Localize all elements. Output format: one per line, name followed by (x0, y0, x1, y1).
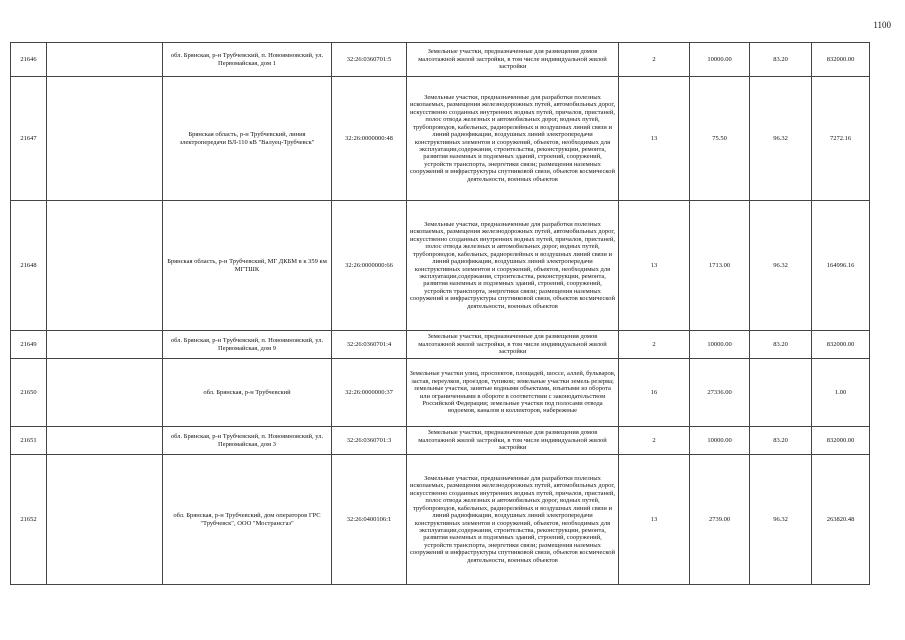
row-code: 16 (619, 359, 690, 427)
row-value: 263820.48 (812, 455, 870, 585)
table-row (11, 455, 870, 585)
row-id: 21647 (11, 77, 47, 201)
row-cadastral: 32:26:0360701:5 (332, 43, 407, 77)
row-address: обл. Брянская, р-н Трубчевский, п. Новоямновский, ул. Первомайская, дом 9 (163, 331, 332, 359)
row-description: Земельные участки, предназначенные для разработки полезных ископаемых, размещения железнодорожных путей, автомобильных дорог, искусственно созданных внутренних водных путей, причалов, пристаней, полос отвода железных и автомобильных дорог, водных путей, трубопроводов, кабельных, радиорелейных и воздушных линий связи и линий радиофикации, воздушных линий электропередачи конструктивных элементов и сооружений, объектов, необходимых для эксплуатации,содержания, строительства, реконструкции, ремонта, развития наземных и подземных зданий, строений, сооружений, устройств транспорта, энергетики связи; размещения наземных сооружений и инфраструктуры спутниковой связи, объектов космической деятельности, военных объектов (407, 201, 619, 331)
row-area: 27336.00 (690, 359, 750, 427)
row-cadastral: 32:26:0000000:66 (332, 201, 407, 331)
row-description: Земельные участки, предназначенные для размещения домов малоэтажной жилой застройки, в том числе индивидуальной жилой застройки (407, 43, 619, 77)
row-code: 13 (619, 455, 690, 585)
blank-cell (47, 359, 163, 427)
row-rate: 96.32 (750, 455, 812, 585)
row-area: 10000.00 (690, 43, 750, 77)
table-row (11, 359, 870, 427)
row-id: 21646 (11, 43, 47, 77)
row-area: 1713.00 (690, 201, 750, 331)
row-address: Брянская область, р-н Трубчевский, линия электропередачи ВЛ-110 кВ "Валуец-Трубчевск" (163, 77, 332, 201)
row-address: Брянская область, р-н Трубчевский, МГ ДКБМ в к 359 км МГТШК (163, 201, 332, 331)
row-description: Земельные участки, предназначенные для размещения домов малоэтажной жилой застройки, в том числе индивидуальной жилой застройки (407, 331, 619, 359)
row-rate: 96.32 (750, 77, 812, 201)
row-cadastral: 32:26:0360701:3 (332, 427, 407, 455)
row-value: 832000.00 (812, 427, 870, 455)
land-registry-table (10, 42, 870, 585)
row-cadastral: 32:26:0400106:1 (332, 455, 407, 585)
row-cadastral: 32:26:0000000:37 (332, 359, 407, 427)
table-row (11, 77, 870, 201)
row-description: Земельные участки, предназначенные для разработки полезных ископаемых, размещения железнодорожных путей, автомобильных дорог, искусственно созданных внутренних водных путей, причалов, пристаней, полос отвода железных и автомобильных дорог, водных путей, трубопроводов, кабельных, радиорелейных и воздушных линий связи и линий радиофикации, воздушных линий электропередачи конструктивных элементов и сооружений, объектов, необходимых для эксплуатации,содержания, строительства, реконструкции, ремонта, развития наземных и подземных зданий, строений, сооружений, устройств транспорта, энергетики связи; размещения наземных сооружений и инфраструктуры спутниковой связи, объектов космической деятельности, военных объектов (407, 77, 619, 201)
row-code: 2 (619, 331, 690, 359)
table-row (11, 427, 870, 455)
row-area: 75.50 (690, 77, 750, 201)
row-id: 21652 (11, 455, 47, 585)
row-value: 7272.16 (812, 77, 870, 201)
row-cadastral: 32:26:0000000:48 (332, 77, 407, 201)
row-id: 21649 (11, 331, 47, 359)
row-address: обл. Брянская, р-н Трубчевский, п. Новоямновский, ул. Первомайская, дом 1 (163, 43, 332, 77)
row-cadastral: 32:26:0360701:4 (332, 331, 407, 359)
row-code: 13 (619, 77, 690, 201)
blank-cell (47, 77, 163, 201)
row-rate (750, 359, 812, 427)
table-row (11, 201, 870, 331)
blank-cell (47, 43, 163, 77)
table-row (11, 331, 870, 359)
row-rate: 83.20 (750, 43, 812, 77)
row-code: 2 (619, 43, 690, 77)
row-rate: 83.20 (750, 331, 812, 359)
row-value: 164996.16 (812, 201, 870, 331)
row-value: 832000.00 (812, 43, 870, 77)
row-description: Земельные участки, предназначенные для разработки полезных ископаемых, размещения железнодорожных путей, автомобильных дорог, искусственно созданных внутренних водных путей, причалов, пристаней, полос отвода железных и автомобильных дорог, водных путей, трубопроводов, кабельных, радиорелейных и воздушных линий связи и линий радиофикации, воздушных линий электропередачи конструктивных элементов и сооружений, объектов, необходимых для эксплуатации,содержания, строительства, реконструкции, ремонта, развития наземных и подземных зданий, строений, сооружений, устройств транспорта, энергетики связи; размещения наземных сооружений и инфраструктуры спутниковой связи, объектов космической деятельности, военных объектов (407, 455, 619, 585)
table-row (11, 43, 870, 77)
row-value: 832000.00 (812, 331, 870, 359)
row-address: обл. Брянская, р-н Трубчевский, п. Новоямновский, ул. Первомайская, дом 3 (163, 427, 332, 455)
blank-cell (47, 455, 163, 585)
row-description: Земельные участки улиц, проспектов, площадей, шоссе, аллей, бульваров, застав, переулков, проездов, тупиков; земельные участки земель резерва; земельные участки, занятые водными объектами, изъятыми из оборота или ограниченными в обороте в соответствии с законодательством Российской Федерации; земельные участки под полосами отвода водоемов, каналов и коллекторов, набережные (407, 359, 619, 427)
row-code: 2 (619, 427, 690, 455)
row-area: 10000.00 (690, 427, 750, 455)
row-address: обл. Брянская, р-н Трубчевский (163, 359, 332, 427)
row-description: Земельные участки, предназначенные для размещения домов малоэтажной жилой застройки, в том числе индивидуальной жилой застройки (407, 427, 619, 455)
row-area: 10000.00 (690, 331, 750, 359)
blank-cell (47, 331, 163, 359)
page-number: 1100 (873, 20, 891, 30)
row-value: 1.00 (812, 359, 870, 427)
row-code: 13 (619, 201, 690, 331)
row-rate: 96.32 (750, 201, 812, 331)
row-area: 2739.00 (690, 455, 750, 585)
row-id: 21648 (11, 201, 47, 331)
blank-cell (47, 427, 163, 455)
blank-cell (47, 201, 163, 331)
row-id: 21650 (11, 359, 47, 427)
row-id: 21651 (11, 427, 47, 455)
row-rate: 83.20 (750, 427, 812, 455)
row-address: обл. Брянская, р-н Трубчевский, дом операторов ГРС "Трубчевск", ООО "Мострансгаз" (163, 455, 332, 585)
